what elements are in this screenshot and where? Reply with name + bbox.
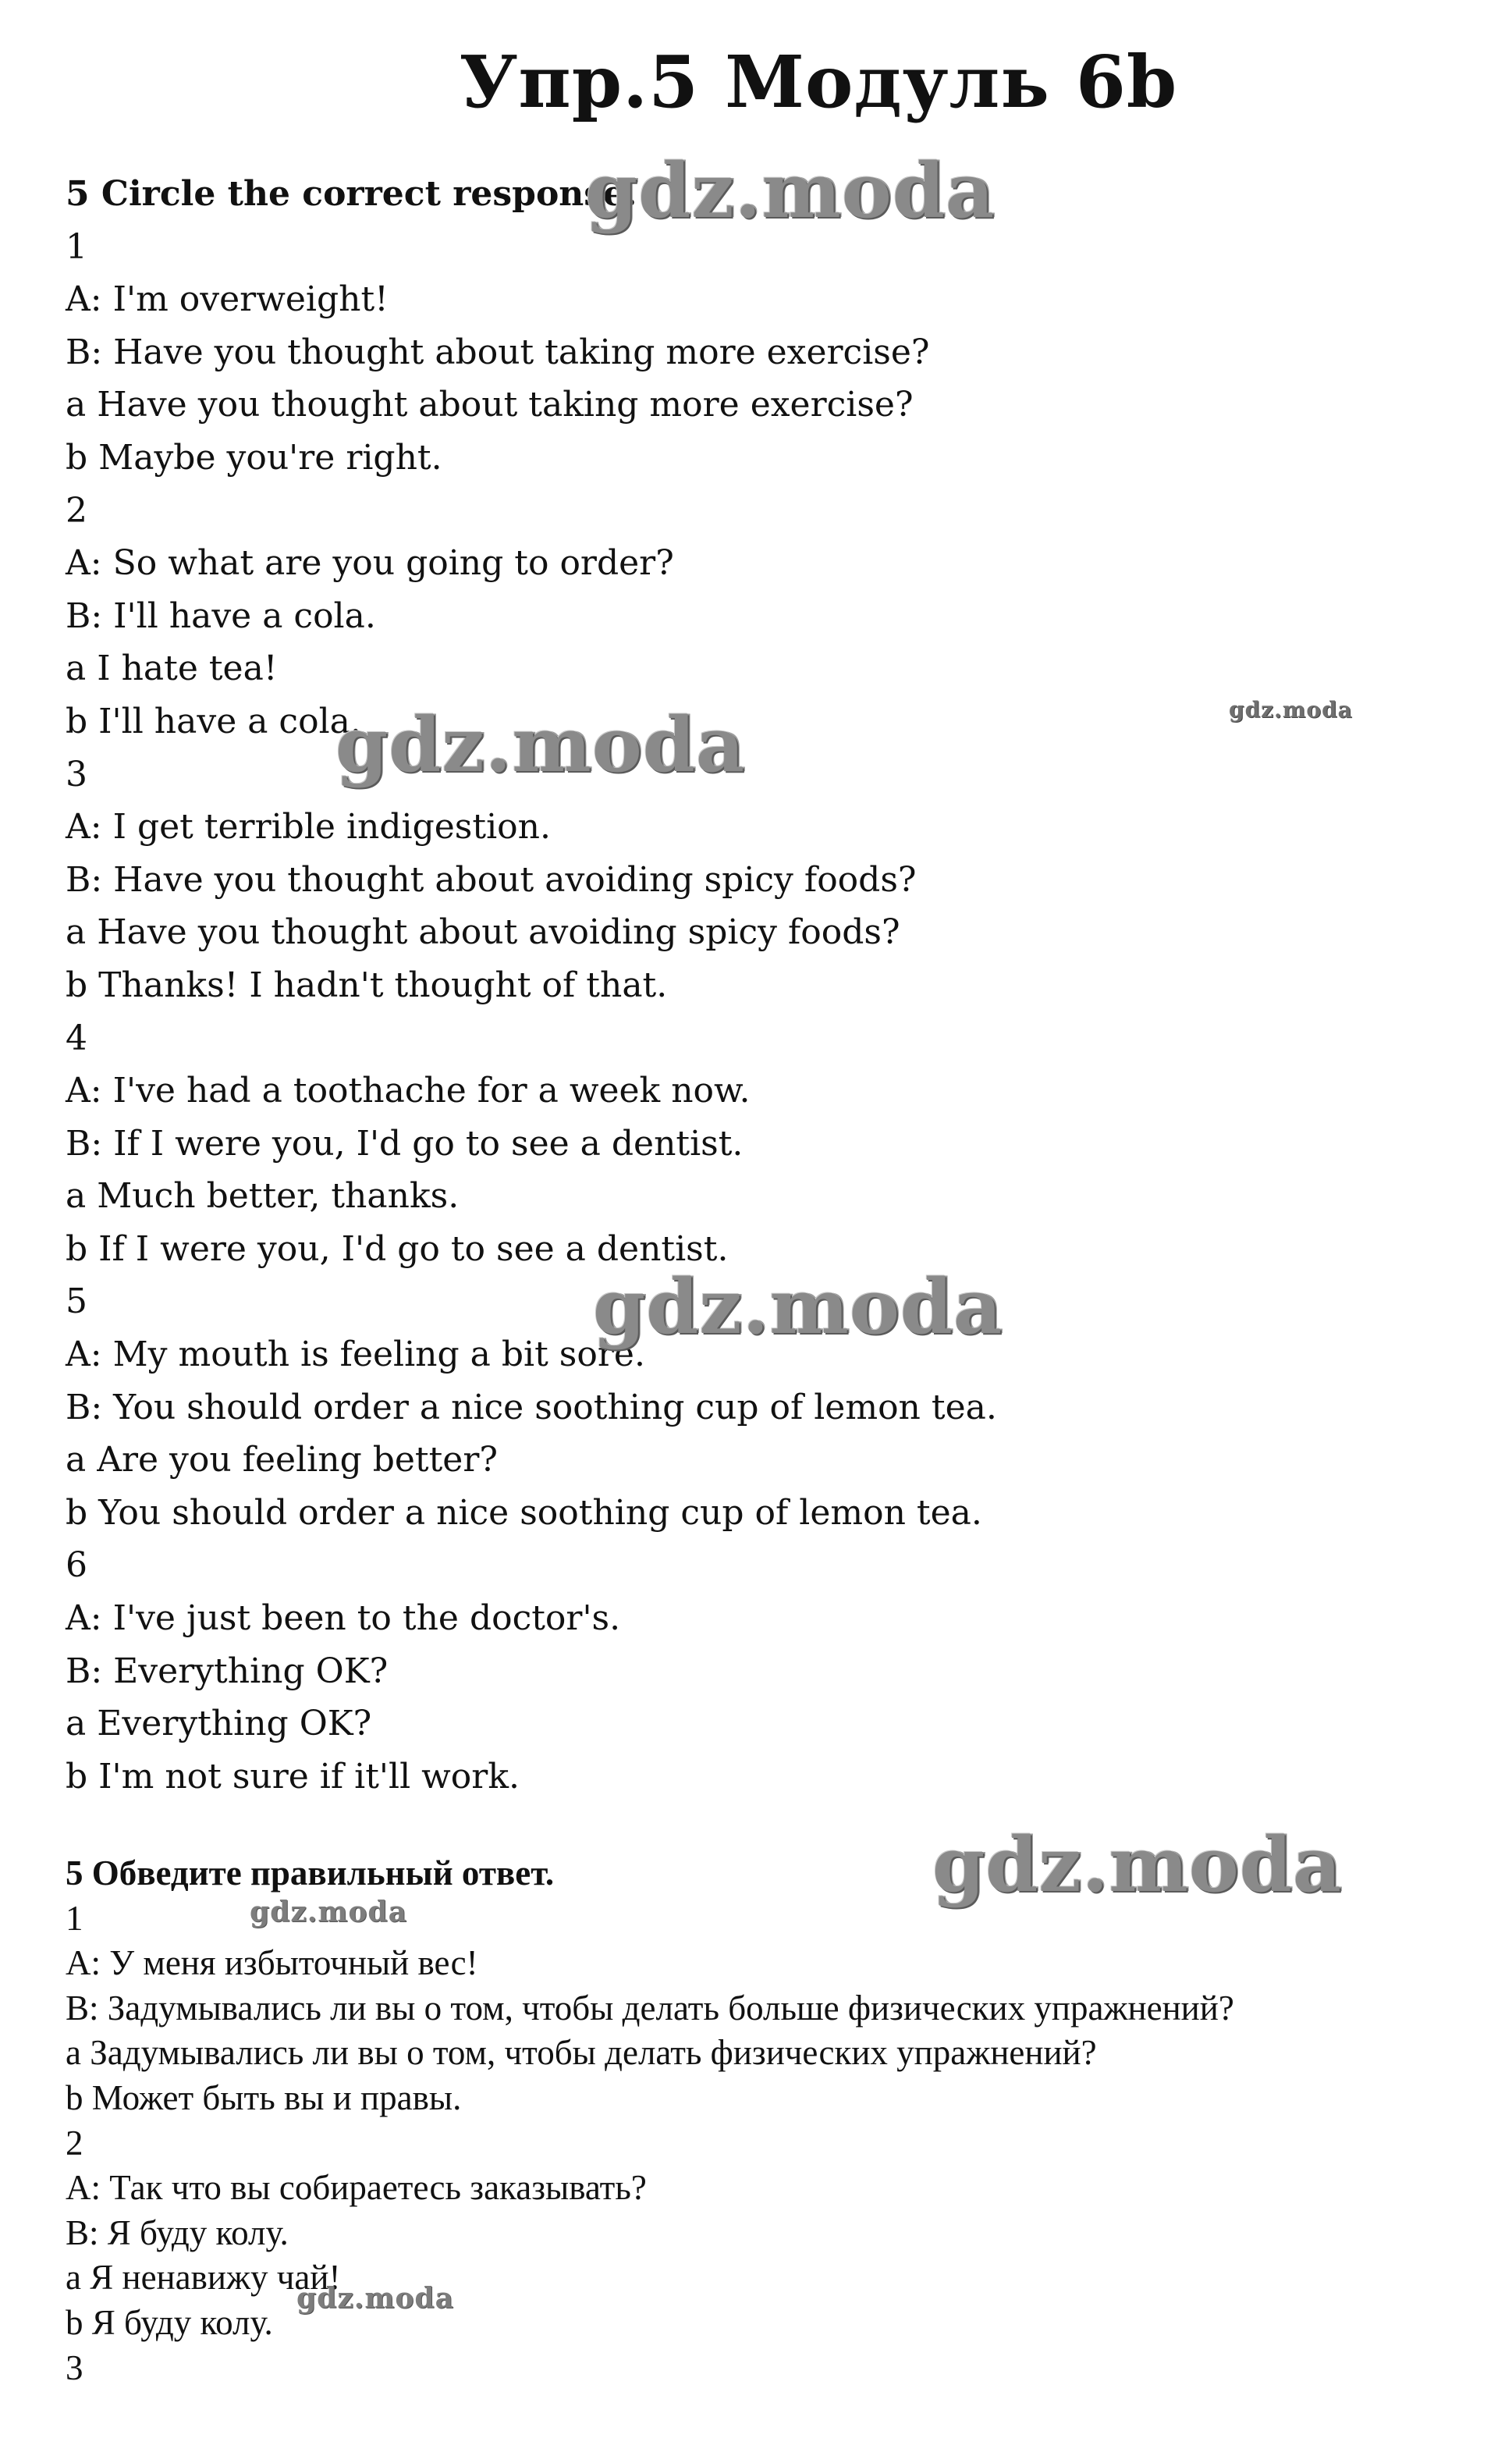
option-a: a Are you feeling better? xyxy=(66,1440,498,1480)
item-number: 3 xyxy=(66,2347,83,2387)
option-a: a Everything OK? xyxy=(66,1704,372,1744)
item-number: 1 xyxy=(66,1898,83,1938)
dialogue-line: B: Have you thought about taking more exercise? xyxy=(66,332,930,372)
option-b: b Thanks! I hadn't thought of that. xyxy=(66,965,668,1005)
option-a: a Я ненавижу чай! xyxy=(66,2258,341,2298)
option-b: b Maybe you're right. xyxy=(66,437,442,478)
dialogue-line: A: I've had a toothache for a week now. xyxy=(66,1071,751,1111)
option-a: a I hate tea! xyxy=(66,649,278,689)
dialogue-line: A: I'm overweight! xyxy=(66,279,389,320)
dialogue-line: A: I've just been to the doctor's. xyxy=(66,1598,621,1639)
option-a: a Much better, thanks. xyxy=(66,1176,460,1217)
watermark: gdz.moda xyxy=(593,1263,1003,1351)
dialogue-line: A: I get terrible indigestion. xyxy=(66,807,551,848)
watermark: gdz.moda xyxy=(250,1896,407,1928)
option-b: b If I were you, I'd go to see a dentist. xyxy=(66,1228,729,1269)
dialogue-line: B: I'll have a cola. xyxy=(66,595,376,636)
page-title: Упр.5 Модуль 6b xyxy=(459,40,1178,124)
item-number: 6 xyxy=(66,1545,87,1586)
item-number: 2 xyxy=(66,490,87,531)
dialogue-line: А: Так что вы собираетесь заказывать? xyxy=(66,2168,647,2208)
item-number: 3 xyxy=(66,754,87,794)
option-b: b Может быть вы и правы. xyxy=(66,2077,462,2117)
watermark: gdz.moda xyxy=(932,1821,1343,1909)
watermark: gdz.moda xyxy=(1229,697,1353,723)
dialogue-line: A: My mouth is feeling a bit sore. xyxy=(66,1335,645,1375)
item-number: 2 xyxy=(66,2123,83,2163)
dialogue-line: A: So what are you going to order? xyxy=(66,543,674,584)
option-a: a Have you thought about avoiding spicy foods? xyxy=(66,912,900,953)
item-number: 1 xyxy=(66,226,87,267)
dialogue-line: В: Я буду колу. xyxy=(66,2212,289,2252)
dialogue-line: B: Everything OK? xyxy=(66,1651,389,1691)
option-b: b I'm not sure if it'll work. xyxy=(66,1756,520,1797)
dialogue-line: B: You should order a nice soothing cup of lemon tea. xyxy=(66,1387,997,1427)
dialogue-line: В: Задумывались ли вы о том, чтобы делать больше физических упражнений? xyxy=(66,1988,1234,2028)
russian-translation xyxy=(66,1851,1454,2390)
dialogue-line: B: Have you thought about avoiding spicy foods? xyxy=(66,859,917,900)
item-number: 4 xyxy=(66,1018,87,1058)
watermark: gdz.moda xyxy=(585,147,996,235)
option-b: b I'll have a cola. xyxy=(66,701,361,741)
option-a: a Задумывались ли вы о том, чтобы делать физических упражнений? xyxy=(66,2033,1097,2073)
option-b: b Я буду колу. xyxy=(66,2302,273,2342)
item-number: 5 xyxy=(66,1281,87,1322)
watermark: gdz.moda xyxy=(335,701,746,789)
exercise-heading-en: 5 Circle the correct response. xyxy=(66,174,637,214)
watermark: gdz.moda xyxy=(296,2282,454,2315)
dialogue-line: А: У меня избыточный вес! xyxy=(66,1943,478,1983)
dialogue-line: B: If I were you, I'd go to see a dentist. xyxy=(66,1123,744,1164)
option-a: a Have you thought about taking more exercise? xyxy=(66,385,914,425)
english-exercise xyxy=(66,168,1454,1803)
exercise-heading-ru: 5 Обведите правильный ответ. xyxy=(66,1853,555,1893)
option-b: b You should order a nice soothing cup of lemon tea. xyxy=(66,1492,982,1533)
